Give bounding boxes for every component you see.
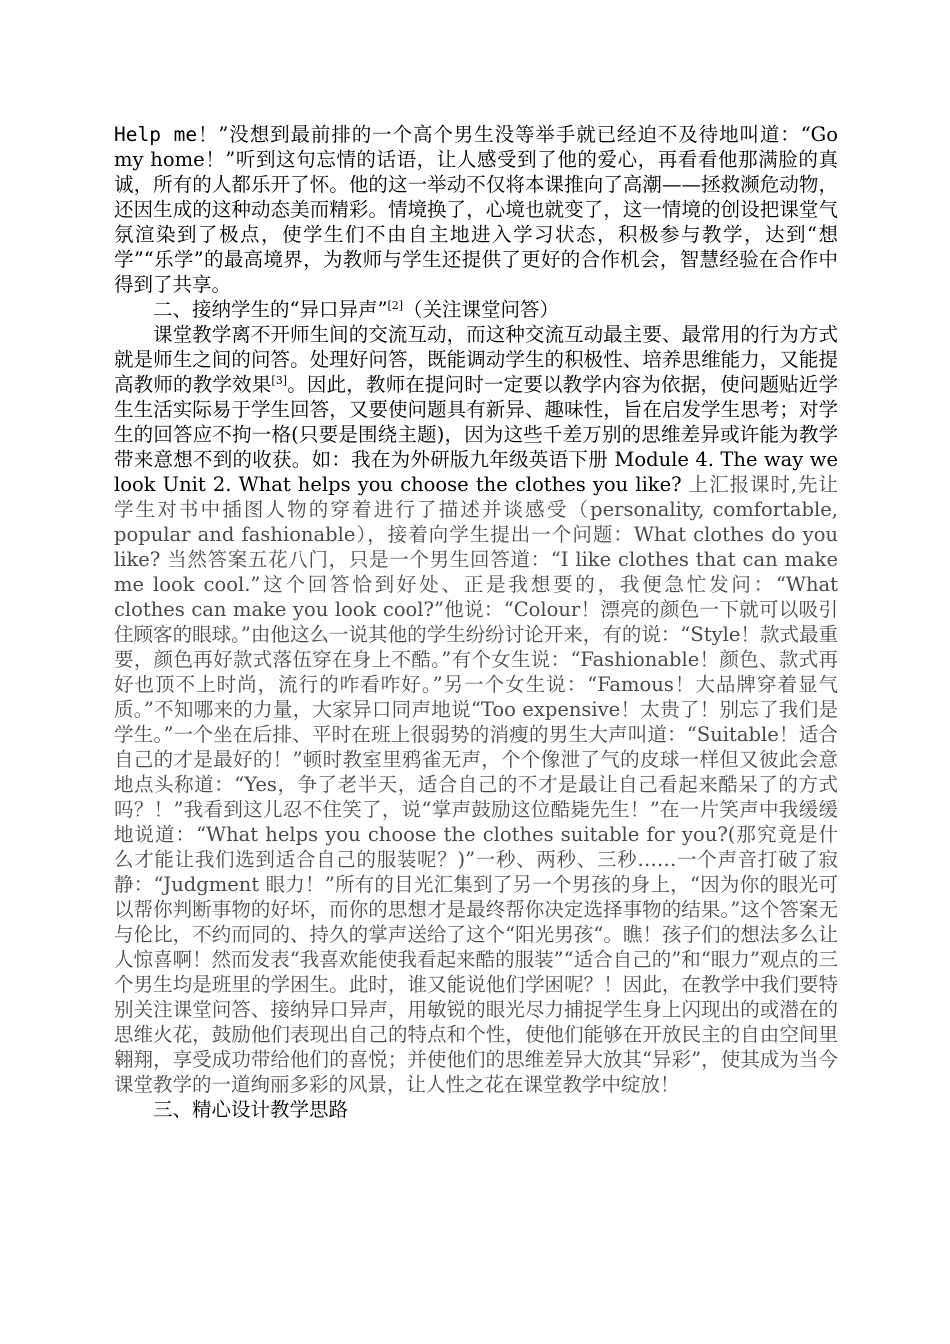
section-heading-2-tail: （关注课堂问答） bbox=[403, 298, 560, 321]
paragraph-qa-part1: 课堂教学离不开师生间的交流互动，而这种交流互动最主要、最常用的行为方式就是师生之间的问答。处理好问答，既能调动学生的积极性、培养思维能力，又能提高教师的教学效果 bbox=[114, 323, 838, 396]
citation-ref-3: [3] bbox=[271, 374, 288, 387]
paragraph-intro bbox=[114, 122, 838, 297]
paragraph-intro-lead: Help me！ bbox=[114, 123, 219, 146]
document-body bbox=[114, 122, 838, 1122]
paragraph-qa-part2: 。因此，教师在提问时一定要以教学内容为依据，使问题贴近学生生活实际易于学生回答，又要使问题具有新异、趣味性，旨在启发学生思考；对学生的回答应不拘一格(只要是围绕主题)，因为这些千差万别的思维差异或许能为教学带来意想不到的收获。如：我在为外研版九年级英语下册 Module 4. The way we look Unit 2. What helps you choose the clothes you like? bbox=[114, 373, 838, 496]
citation-ref-2: [2] bbox=[387, 299, 404, 312]
paragraph-classroom-qa bbox=[114, 322, 838, 1097]
paragraph-intro-text: ”没想到最前排的一个高个男生没等举手就已经迫不及待地叫道：“Go my home！”听到这句忘情的话语，让人感受到了他的爱心，再看看他那满脸的真诚，所有的人都乐开了怀。他的这一举动不仅将本课推向了高潮——拯救濒危动物，还因生成的这种动态美而精彩。情境换了，心境也就变了，这一情境的创设把课堂气氛渲染到了极点，使学生们不由自主地进入学习状态，积极参与教学，达到“想学”“乐学”的最高境界，为教师与学生还提供了更好的合作机会，智慧经验在合作中得到了共享。 bbox=[114, 123, 838, 296]
section-heading-2-text: 二、接纳学生的“异口异声” bbox=[153, 298, 388, 321]
section-heading-3 bbox=[114, 1097, 838, 1122]
paragraph-qa-story: 上汇报课时,先让学生对书中插图人物的穿着进行了描述并谈感受（personality, comfortable, popular and fashionable），接着向学生提出一个问题：What clothes do you like? 当然答案五花八门，只是一个男生回答道：“I like clothes that can make me look cool.”这个回答恰到好处、正是我想要的，我便急忙发问：“What clothes can make you look cool?”他说：“Colour！漂亮的颜色一下就可以吸引住顾客的眼球。”由他这么一说其他的学生纷纷讨论开来，有的说：“Style！款式最重要，颜色再好款式落伍穿在身上不酷。”有个女生说：“Fashionable！颜色、款式再好也顶不上时尚，流行的咋看咋好。”另一个女生说：“Famous！大品牌穿着显气质。”不知哪来的力量，大家异口同声地说“Too expensive！太贵了！别忘了我们是学生。”一个坐在后排、平时在班上很弱势的消瘦的男生大声叫道：“Suitable！适合自己的才是最好的！”顿时教室里鸦雀无声，个个像泄了气的皮球一样但又彼此会意地点头称道：“Yes，争了老半天，适合自己的不才是最让自己看起来酷呆了的方式吗？！”我看到这儿忍不住笑了，说“掌声鼓励这位酷毙先生！”在一片笑声中我缓缓地说道：“What helps you choose the clothes suitable for you?(那究竟是什么才能让我们选到适合自己的服装呢？)”一秒、两秒、三秒……一个声音打破了寂静：“Judgment 眼力！”所有的目光汇集到了另一个男孩的身上，“因为你的眼光可以帮你判断事物的好坏，而你的思想才是最终帮你决定选择事物的结果。”这个答案无与伦比，不约而同的、持久的掌声送给了这个“阳光男孩“。瞧！孩子们的想法多么让人惊喜啊！然而发表“我喜欢能使我看起来酷的服装”“适合自己的”和“眼力”观点的三个男生均是班里的学困生。此时，谁又能说他们学困呢？！因此，在教学中我们要特别关注课堂问答、接纳异口异声，用敏锐的眼光尽力捕捉学生身上闪现出的或潜在的思维火花，鼓励他们表现出自己的特点和个性，使他们能够在开放民主的自由空间里翱翔，享受成功带给他们的喜悦；并使他们的思维差异大放其“异彩”，使其成为当今课堂教学的一道绚丽多彩的风景，让人性之花在课堂教学中绽放！ bbox=[114, 473, 838, 1096]
section-heading-2 bbox=[114, 297, 838, 322]
section-heading-3-text: 三、精心设计教学思路 bbox=[153, 1098, 349, 1121]
